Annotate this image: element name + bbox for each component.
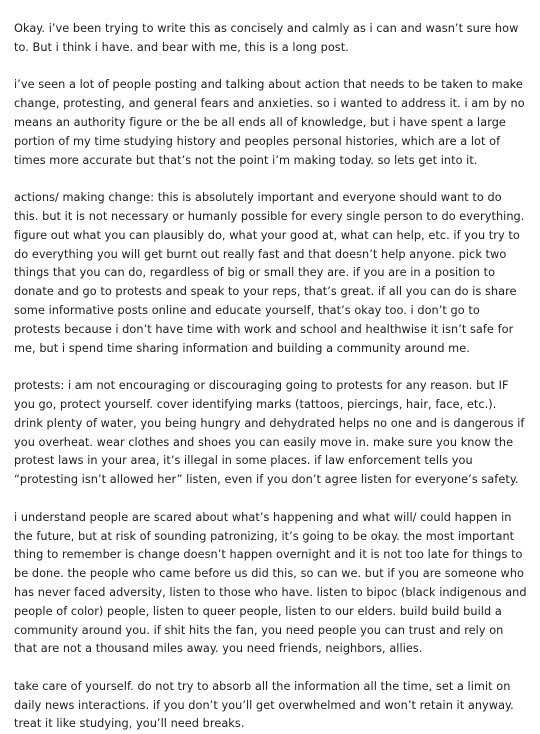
paragraph-protests: protests: i am not encouraging or discouraging going to protests for any reason. but IF you go, protect yourself. cover identifying marks (tattoos, piercings, hair, face, etc.). drink plenty of water, you being hungry and dehydrated helps no one and is dangerous if you overheat. wear clothes and shoes you can easily move in. make sure you know the protest laws in your area, it’s illegal in some places. if law enforcement tells you “protesting isn’t allowed her” listen, even if you don’t agree listen for everyone’s safety. bbox=[14, 379, 525, 487]
paragraph-fears: i understand people are scared about what’s happening and what will/ could happen in the future, but at risk of sounding patronizing, it’s going to be okay. the most important thing to remember is change doesn’t happen overnight and it is not too late for things to be done. the people who came before us did this, so can we. but if you are someone who has never faced adversity, listen to those who have. listen to bipoc (black indigenous and people of color) people, listen to queer people, listen to our elders. build build build a community around you. if shit hits the fan, you need people you can trust and rely on that are not a thousand miles away. you need friends, neighbors, allies. bbox=[14, 510, 527, 656]
paragraph-actions: actions/ making change: this is absolutely important and everyone should want to do this. but it is not necessary or humanly possible for every single person to do everything. figure out what you can plausibly do, what your good at, what can help, etc. if you try to do everything you will get burnt out really fast and that doesn’t help anyone. pick two things that you can do, regardless of big or small they are. if you are in a position to donate and go to protests and speak to your reps, that’s great. if all you can do is share some informative posts online and educate yourself, that’s okay too. i don’t go to protests because i don’t have time with work and school and healthwise it isn’t safe for me, but i spend time sharing information and building a community around me. bbox=[14, 191, 525, 355]
paragraph-context: i’ve seen a lot of people posting and talking about action that needs to be taken to make change, protesting, and general fears and anxieties. so i wanted to address it. i am by no means an authority figure or the be all ends all of knowledge, but i have spent a large portion of my time studying history and peoples personal histories, which are a lot of times more accurate but that’s not the point i’m making today. so lets get into it. bbox=[14, 78, 525, 167]
paragraph-self-care: take care of yourself. do not try to absorb all the information all the time, set a limit on daily news interactions. if you don’t you’ll get overwhelmed and won’t retain it anyway. treat it like studying, you’ll need breaks. bbox=[14, 679, 514, 731]
paragraph-intro: Okay. i’ve been trying to write this as concisely and calmly as i can and wasn’t sure how to. But i think i have. and bear with me, this is a long post. bbox=[14, 22, 519, 54]
